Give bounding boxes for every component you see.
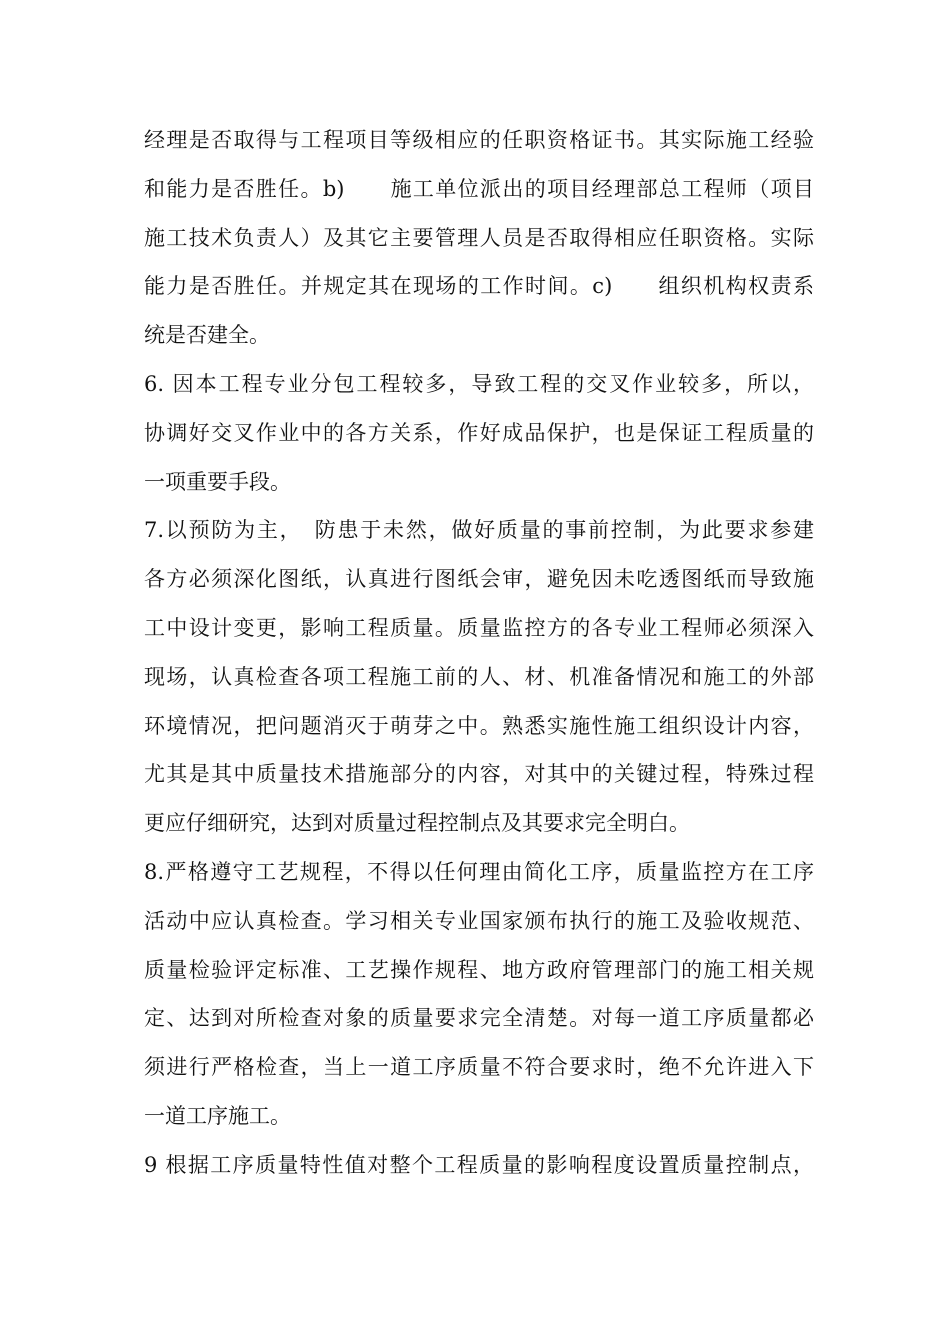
text-line: 质量检验评定标准、工艺操作规程、地方政府管理部门的施工相关规 <box>144 957 814 982</box>
text-line: 8.严格遵守工艺规程，不得以任何理由简化工序，质量监控方在工序 <box>144 859 814 884</box>
text-line: 工中设计变更，影响工程质量。质量监控方的各专业工程师必须深入 <box>144 615 814 640</box>
text-line: 更应仔细研究，达到对质量过程控制点及其要求完全明白。 <box>144 811 690 836</box>
text-line: 7.以预防为主， 防患于未然，做好质量的事前控制，为此要求参建 <box>144 518 814 543</box>
document-body <box>144 116 814 1190</box>
text-line: 一项重要手段。 <box>144 469 291 494</box>
text-line: 须进行严格检查，当上一道工序质量不符合要求时，绝不允许进入下 <box>144 1055 814 1080</box>
text-line: 6. 因本工程专业分包工程较多，导致工程的交叉作业较多，所以， <box>144 371 814 396</box>
text-line: 各方必须深化图纸，认真进行图纸会审，避免因未吃透图纸而导致施 <box>144 567 814 592</box>
text-line: 经理是否取得与工程项目等级相应的任职资格证书。其实际施工经验 <box>144 128 814 152</box>
text-line: 尤其是其中质量技术措施部分的内容，对其中的关键过程，特殊过程 <box>144 762 814 787</box>
text-line: 现场，认真检查各项工程施工前的人、材、机准备情况和施工的外部 <box>144 664 814 689</box>
text-line: 一道工序施工。 <box>144 1103 291 1128</box>
text-line: 能力是否胜任。并规定其在现场的工作时间。c) 组织机构权责系 <box>144 274 814 299</box>
text-line: 活动中应认真检查。学习相关专业国家颁布执行的施工及验收规范、 <box>144 908 814 933</box>
text-line: 施工技术负责人）及其它主要管理人员是否取得相应任职资格。实际 <box>144 225 814 250</box>
text-line: 统是否建全。 <box>144 323 270 348</box>
text-line: 定、达到对所检查对象的质量要求完全清楚。对每一道工序质量都必 <box>144 1006 814 1031</box>
text-line: 协调好交叉作业中的各方关系，作好成品保护，也是保证工程质量的 <box>144 420 814 445</box>
text-line: 和能力是否胜任。b) 施工单位派出的项目经理部总工程师（项目 <box>144 176 814 201</box>
text-line: 环境情况，把问题消灭于萌芽之中。熟悉实施性施工组织设计内容， <box>144 713 814 738</box>
text-line: 9 根据工序质量特性值对整个工程质量的影响程度设置质量控制点， <box>144 1152 814 1177</box>
